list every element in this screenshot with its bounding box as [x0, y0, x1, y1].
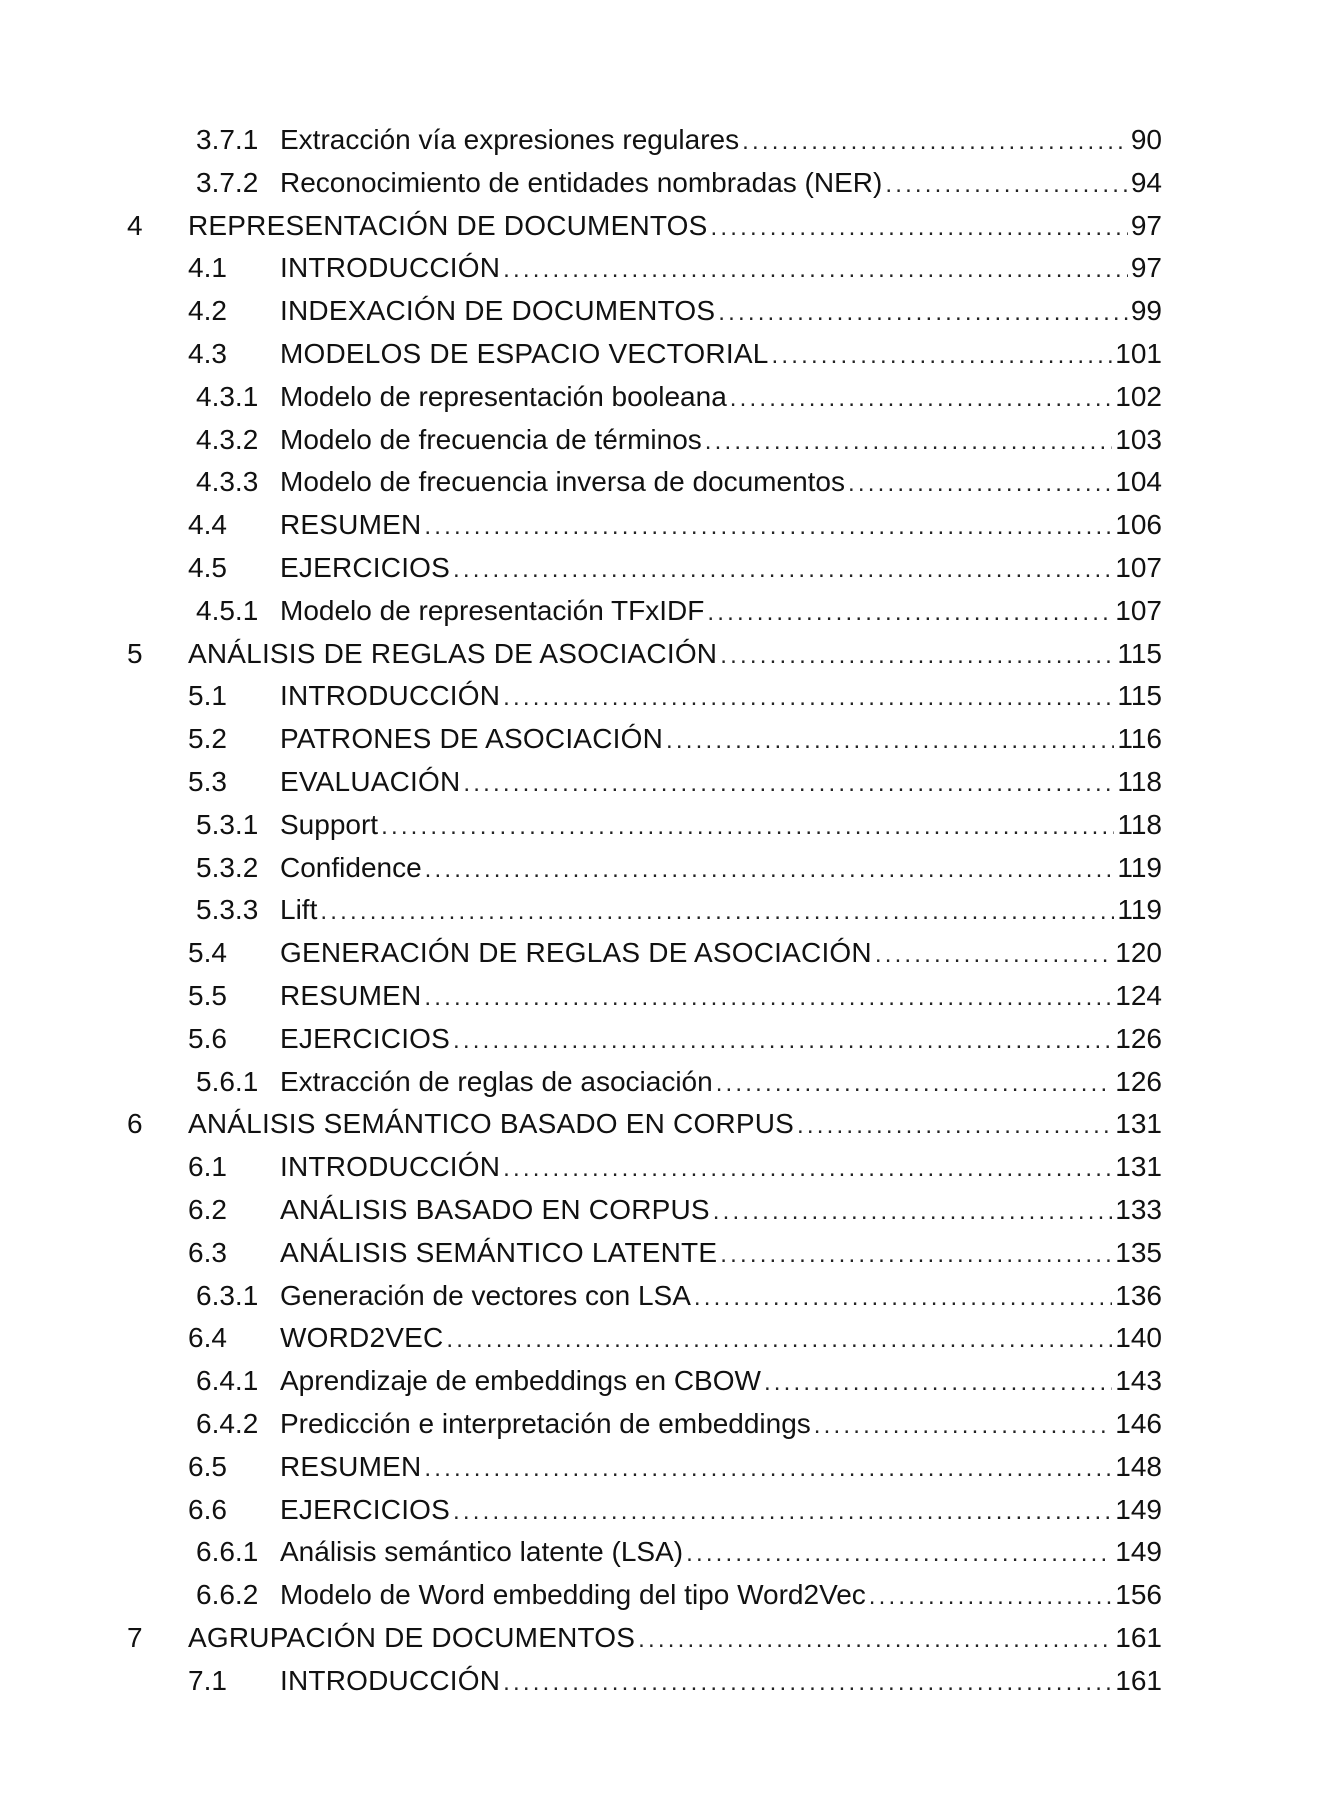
dot-leader — [424, 1448, 1112, 1491]
toc-entry-title: Análisis semántico latente (LSA) — [280, 1531, 686, 1574]
toc-entry-line — [280, 247, 1162, 292]
toc-entry-line — [280, 1360, 1162, 1405]
toc-entry-page-number: 131 — [1115, 1151, 1162, 1183]
toc-entry-line — [280, 461, 1162, 506]
dot-leader — [638, 1619, 1112, 1662]
dot-leader — [707, 592, 1112, 635]
toc-entry[interactable] — [0, 718, 1336, 761]
toc-entry-page-number: 107 — [1115, 551, 1162, 583]
toc-entry[interactable] — [0, 376, 1336, 419]
toc-entry-number: 6.4.2 — [196, 1407, 259, 1439]
toc-entry-line — [280, 419, 1162, 464]
toc-entry[interactable] — [0, 975, 1336, 1018]
toc-entry[interactable] — [0, 1489, 1336, 1532]
toc-entry-page-number: 97 — [1130, 252, 1162, 284]
toc-entry-title: Modelo de frecuencia inversa de documentos — [280, 461, 848, 504]
toc-entry[interactable] — [0, 1617, 1336, 1660]
dot-leader — [694, 1277, 1112, 1320]
toc-entry[interactable] — [0, 1189, 1336, 1232]
toc-entry-page-number: 126 — [1115, 1065, 1162, 1097]
toc-entry-title: Lift — [280, 889, 320, 932]
toc-entry[interactable] — [0, 761, 1336, 804]
toc-entry-line — [280, 290, 1162, 335]
toc-entry-line — [280, 376, 1162, 421]
toc-entry-title: Modelo de representación TFxIDF — [280, 590, 707, 633]
toc-entry-number: 6 — [127, 1108, 143, 1140]
dot-leader — [424, 506, 1112, 549]
toc-entry-page-number: 115 — [1117, 637, 1162, 669]
toc-entry-line — [280, 1232, 1162, 1277]
toc-entry-number: 7.1 — [188, 1664, 227, 1696]
toc-entry-page-number: 104 — [1115, 466, 1162, 498]
toc-entry[interactable] — [0, 1360, 1336, 1403]
toc-entry[interactable] — [0, 1061, 1336, 1104]
toc-entry-title: INDEXACIÓN DE DOCUMENTOS — [280, 290, 718, 333]
toc-entry-number: 4.3.1 — [196, 380, 259, 412]
toc-entry-page-number: 116 — [1117, 723, 1162, 755]
toc-entry-page-number: 103 — [1115, 423, 1162, 455]
toc-entry-title: Reconocimiento de entidades nombradas (NER) — [280, 162, 885, 205]
toc-entry[interactable] — [0, 1531, 1336, 1574]
toc-entry[interactable] — [0, 1403, 1336, 1446]
dot-leader — [503, 1148, 1112, 1191]
toc-entry-page-number: 120 — [1115, 937, 1162, 969]
dot-leader — [424, 977, 1112, 1020]
toc-entry[interactable] — [0, 119, 1336, 162]
dot-leader — [503, 677, 1114, 720]
dot-leader — [718, 292, 1128, 335]
dot-leader — [381, 806, 1114, 849]
toc-entry[interactable] — [0, 804, 1336, 847]
toc-entry-line — [280, 547, 1162, 592]
toc-entry-line — [280, 1189, 1162, 1234]
toc-entry-line — [280, 932, 1162, 977]
toc-entry-line — [280, 889, 1162, 934]
toc-entry-page-number: 124 — [1115, 979, 1162, 1011]
toc-entry-number: 5.5 — [188, 979, 227, 1011]
toc-entry-page-number: 156 — [1115, 1579, 1162, 1611]
toc-entry-title: INTRODUCCIÓN — [280, 247, 503, 290]
toc-entry-title: Confidence — [280, 847, 425, 890]
toc-entry-line — [280, 847, 1162, 892]
dot-leader — [730, 378, 1113, 421]
toc-entry-page-number: 149 — [1115, 1536, 1162, 1568]
toc-entry-page-number: 133 — [1115, 1193, 1162, 1225]
toc-entry-page-number: 90 — [1130, 124, 1162, 155]
toc-entry-number: 5.3.2 — [196, 851, 259, 883]
toc-entry-number: 4.3 — [188, 337, 227, 369]
toc-entry-title: EJERCICIOS — [280, 1489, 453, 1532]
toc-entry-title: WORD2VEC — [280, 1317, 446, 1360]
toc-entry-title: REPRESENTACIÓN DE DOCUMENTOS — [188, 205, 711, 248]
dot-leader — [446, 1319, 1112, 1362]
toc-entry-page-number: 126 — [1115, 1022, 1162, 1054]
dot-leader — [771, 335, 1112, 378]
toc-entry-page-number: 148 — [1115, 1450, 1162, 1482]
toc-entry-page-number: 136 — [1115, 1279, 1162, 1311]
toc-entry-line — [280, 1660, 1162, 1705]
toc-entry-number: 4.4 — [188, 509, 227, 541]
toc-entry-number: 4 — [127, 209, 143, 241]
toc-entry[interactable] — [0, 504, 1336, 547]
toc-entry-title: EVALUACIÓN — [280, 761, 463, 804]
toc-entry-line — [280, 804, 1162, 849]
toc-entry[interactable] — [0, 1232, 1336, 1275]
toc-entry-number: 5.3.3 — [196, 894, 259, 926]
dot-leader — [463, 763, 1114, 806]
dot-leader — [814, 1405, 1113, 1448]
dot-leader — [848, 463, 1112, 506]
toc-entry-title: Extracción vía expresiones regulares — [280, 119, 742, 162]
toc-entry-number: 5.2 — [188, 723, 227, 755]
toc-entry[interactable] — [0, 461, 1336, 504]
toc-entry-line — [280, 1018, 1162, 1063]
toc-entry-title: Modelo de frecuencia de términos — [280, 419, 705, 462]
toc-entry[interactable] — [0, 847, 1336, 890]
toc-entry[interactable] — [0, 1317, 1336, 1360]
toc-entry-number: 6.6.1 — [196, 1536, 259, 1568]
toc-entry[interactable] — [0, 547, 1336, 590]
toc-entry-page-number: 143 — [1115, 1365, 1162, 1397]
toc-entry-number: 6.5 — [188, 1450, 227, 1482]
toc-entry-page-number: 102 — [1115, 380, 1162, 412]
toc-entry-line — [280, 1317, 1162, 1362]
toc-entry-number: 4.5 — [188, 551, 227, 583]
toc-entry-line — [280, 1275, 1162, 1320]
toc-entry[interactable] — [0, 889, 1336, 932]
toc-entry-line — [280, 333, 1162, 378]
toc-entry-line — [280, 590, 1162, 635]
toc-entry-line — [280, 1403, 1162, 1448]
toc-entry[interactable] — [0, 1660, 1336, 1703]
table-of-contents — [0, 119, 1336, 1702]
toc-entry-number: 5.6 — [188, 1022, 227, 1054]
toc-entry-title: Aprendizaje de embeddings en CBOW — [280, 1360, 764, 1403]
toc-entry[interactable] — [0, 932, 1336, 975]
toc-entry-number: 4.3.2 — [196, 423, 259, 455]
toc-entry-title: INTRODUCCIÓN — [280, 1660, 503, 1703]
dot-leader — [764, 1362, 1112, 1405]
toc-entry-page-number: 119 — [1117, 894, 1162, 926]
toc-entry-number: 5.6.1 — [196, 1065, 259, 1097]
toc-entry-page-number: 97 — [1130, 209, 1162, 241]
toc-entry-number: 4.1 — [188, 252, 227, 284]
toc-entry-number: 5.3 — [188, 765, 227, 797]
toc-entry[interactable] — [0, 1018, 1336, 1061]
toc-entry-page-number: 146 — [1115, 1407, 1162, 1439]
toc-entry-title: RESUMEN — [280, 1446, 424, 1489]
toc-entry-number: 4.5.1 — [196, 594, 259, 626]
toc-entry[interactable] — [0, 1446, 1336, 1489]
toc-entry-number: 4.2 — [188, 295, 227, 327]
toc-entry-number: 6.3 — [188, 1236, 227, 1268]
toc-entry-page-number: 135 — [1115, 1236, 1162, 1268]
toc-entry-title: ANÁLISIS SEMÁNTICO BASADO EN CORPUS — [188, 1103, 797, 1146]
toc-entry-line — [188, 1103, 1162, 1148]
toc-entry-title: INTRODUCCIÓN — [280, 675, 503, 718]
toc-entry-number: 6.3.1 — [196, 1279, 259, 1311]
toc-entry-line — [280, 1061, 1162, 1106]
toc-entry-page-number: 149 — [1115, 1493, 1162, 1525]
toc-entry[interactable] — [0, 247, 1336, 290]
toc-entry-title: RESUMEN — [280, 504, 424, 547]
toc-entry-title: Generación de vectores con LSA — [280, 1275, 694, 1318]
toc-entry-line — [280, 504, 1162, 549]
toc-entry-number: 4.3.3 — [196, 466, 259, 498]
toc-entry-page-number: 94 — [1130, 166, 1162, 198]
toc-entry-number: 3.7.2 — [196, 166, 259, 198]
toc-entry-title: EJERCICIOS — [280, 1018, 453, 1061]
toc-entry-number: 5.4 — [188, 937, 227, 969]
dot-leader — [705, 421, 1112, 464]
toc-entry-page-number: 115 — [1117, 680, 1162, 712]
toc-entry-line — [280, 1489, 1162, 1534]
toc-entry-line — [188, 205, 1162, 250]
toc-entry-page-number: 118 — [1117, 808, 1162, 840]
toc-entry-number: 6.1 — [188, 1151, 227, 1183]
toc-entry-title: ANÁLISIS BASADO EN CORPUS — [280, 1189, 713, 1232]
toc-entry-line — [280, 718, 1162, 763]
dot-leader — [742, 121, 1128, 164]
dot-leader — [425, 849, 1115, 892]
toc-entry-line — [280, 1531, 1162, 1576]
toc-entry-title: Predicción e interpretación de embeddings — [280, 1403, 814, 1446]
dot-leader — [885, 164, 1128, 207]
toc-entry-line — [188, 1617, 1162, 1662]
dot-leader — [713, 1191, 1112, 1234]
toc-entry-number: 6.6 — [188, 1493, 227, 1525]
toc-entry[interactable] — [0, 1275, 1336, 1318]
toc-entry-title: Extracción de reglas de asociación — [280, 1061, 716, 1104]
toc-entry[interactable] — [0, 333, 1336, 376]
toc-entry-number: 6.4.1 — [196, 1365, 259, 1397]
toc-entry-line — [280, 119, 1162, 164]
toc-entry-page-number: 99 — [1130, 295, 1162, 327]
toc-entry-page-number: 161 — [1115, 1621, 1162, 1653]
toc-entry[interactable] — [0, 290, 1336, 333]
toc-entry-title: INTRODUCCIÓN — [280, 1146, 503, 1189]
toc-entry-page-number: 118 — [1117, 765, 1162, 797]
toc-entry-number: 6.2 — [188, 1193, 227, 1225]
toc-entry-number: 6.6.2 — [196, 1579, 259, 1611]
dot-leader — [869, 1576, 1113, 1619]
dot-leader — [320, 891, 1114, 934]
toc-entry-title: GENERACIÓN DE REGLAS DE ASOCIACIÓN — [280, 932, 875, 975]
dot-leader — [686, 1533, 1112, 1576]
toc-entry-title: MODELOS DE ESPACIO VECTORIAL — [280, 333, 771, 376]
dot-leader — [720, 1234, 1112, 1277]
toc-entry[interactable] — [0, 1574, 1336, 1617]
toc-entry[interactable] — [0, 1103, 1336, 1146]
dot-leader — [453, 1491, 1112, 1534]
dot-leader — [797, 1105, 1112, 1148]
toc-entry-title: AGRUPACIÓN DE DOCUMENTOS — [188, 1617, 638, 1660]
toc-entry-page-number: 161 — [1115, 1664, 1162, 1696]
toc-entry-number: 6.4 — [188, 1322, 227, 1354]
toc-entry-line — [280, 975, 1162, 1020]
toc-entry-number: 5.3.1 — [196, 808, 259, 840]
toc-entry-line — [280, 675, 1162, 720]
dot-leader — [453, 549, 1112, 592]
toc-entry-title: ANÁLISIS DE REGLAS DE ASOCIACIÓN — [188, 633, 720, 676]
toc-entry-page-number: 140 — [1115, 1322, 1162, 1354]
toc-entry[interactable] — [0, 633, 1336, 676]
toc-entry-page-number: 101 — [1115, 337, 1162, 369]
toc-entry-line — [280, 1146, 1162, 1191]
dot-leader — [711, 207, 1128, 250]
toc-entry[interactable] — [0, 419, 1336, 462]
toc-entry-title: Modelo de Word embedding del tipo Word2Vec — [280, 1574, 869, 1617]
toc-entry-title: EJERCICIOS — [280, 547, 453, 590]
dot-leader — [503, 249, 1128, 292]
toc-entry-title: RESUMEN — [280, 975, 424, 1018]
dot-leader — [666, 720, 1114, 763]
toc-entry-page-number: 107 — [1115, 594, 1162, 626]
toc-entry-title: PATRONES DE ASOCIACIÓN — [280, 718, 666, 761]
toc-entry-line — [280, 162, 1162, 207]
toc-entry-number: 5 — [127, 637, 143, 669]
dot-leader — [716, 1063, 1113, 1106]
toc-entry-line — [280, 1574, 1162, 1619]
dot-leader — [875, 934, 1112, 977]
toc-entry-number: 7 — [127, 1621, 143, 1653]
toc-entry-number: 5.1 — [188, 680, 227, 712]
toc-entry-title: Support — [280, 804, 381, 847]
toc-entry[interactable] — [0, 590, 1336, 633]
toc-entry[interactable] — [0, 162, 1336, 205]
toc-entry[interactable] — [0, 675, 1336, 718]
toc-entry-title: ANÁLISIS SEMÁNTICO LATENTE — [280, 1232, 720, 1275]
toc-entry-line — [188, 633, 1162, 678]
toc-entry-title: Modelo de representación booleana — [280, 376, 730, 419]
toc-entry-line — [280, 1446, 1162, 1491]
dot-leader — [453, 1020, 1112, 1063]
toc-entry-page-number: 119 — [1117, 851, 1162, 883]
toc-entry-number: 3.7.1 — [196, 124, 259, 155]
toc-entry[interactable] — [0, 205, 1336, 248]
toc-entry-page-number: 106 — [1115, 509, 1162, 541]
toc-entry[interactable] — [0, 1146, 1336, 1189]
toc-entry-page-number: 131 — [1115, 1108, 1162, 1140]
toc-entry-line — [280, 761, 1162, 806]
dot-leader — [503, 1662, 1112, 1705]
dot-leader — [720, 635, 1114, 678]
